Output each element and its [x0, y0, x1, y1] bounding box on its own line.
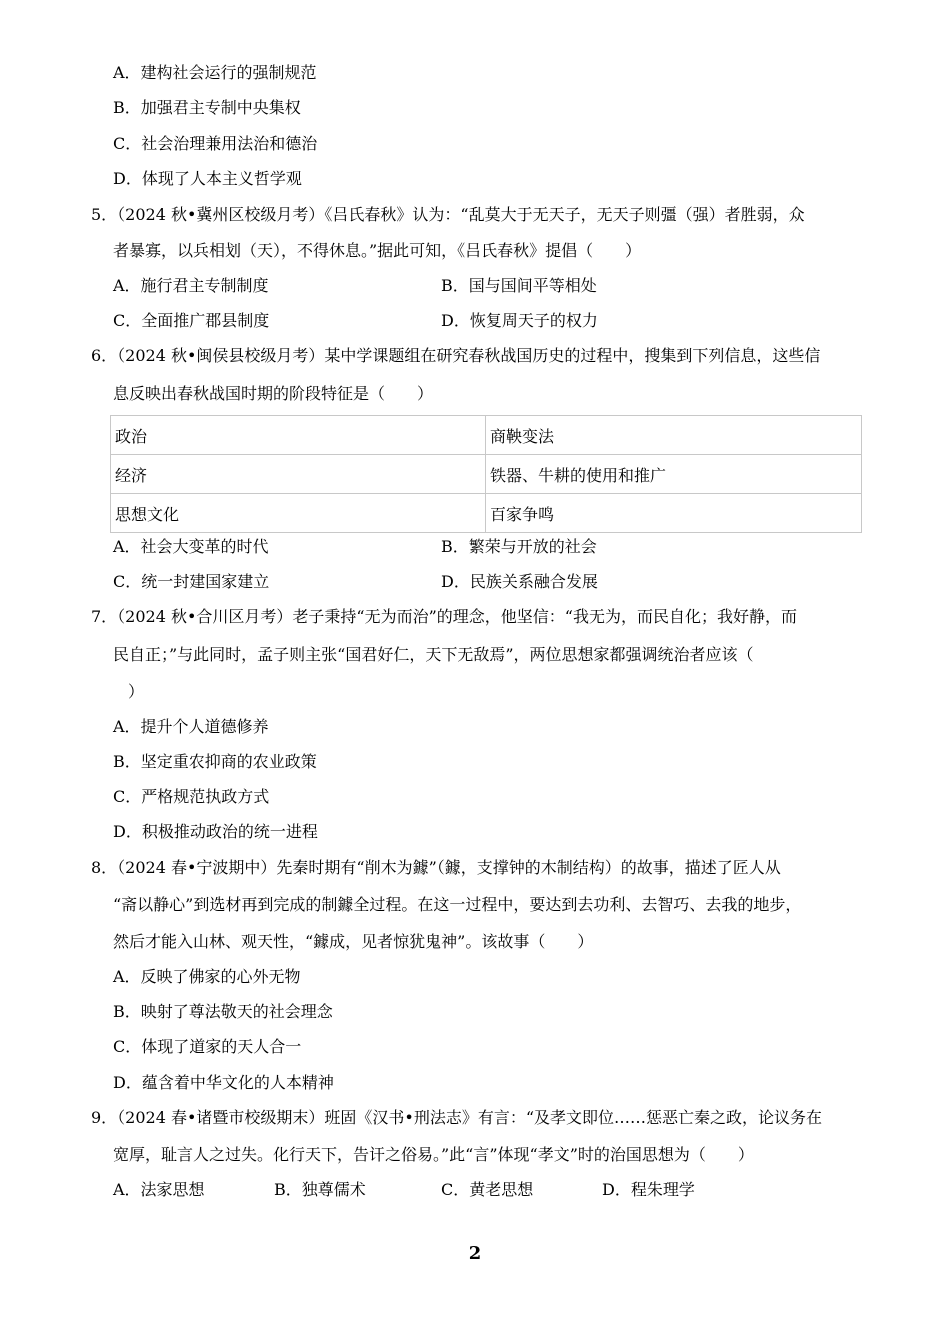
q7-stem-line-2: 民自正；”与此同时，孟子则主张“国君好仁，天下无敌焉”，两位思想家都强调统治者应该（	[113, 645, 754, 664]
q9-option-c: C．黄老思想	[441, 1180, 534, 1199]
q7-stem-line-3: ）	[128, 682, 145, 701]
q7-option-a: A．提升个人道德修养	[113, 717, 269, 736]
q9-option-b: B．独尊儒术	[274, 1180, 366, 1199]
q5-option-c: C．全面推广郡县制度	[113, 311, 270, 330]
q7-stem-line-1: 7．（2024 秋•合川区月考）老子秉持“无为而治”的理念，他坚信：“我无为，而民自化；我好静，而	[91, 607, 797, 626]
table-row	[111, 494, 862, 533]
q5-option-b: B．国与国间平等相处	[441, 276, 597, 295]
q8-stem-line-1: 8．（2024 春•宁波期中）先秦时期有“削木为鐻”（鐻，支撑钟的木制结构）的故事，描述了匠人从	[91, 858, 781, 877]
q7-option-b: B．坚定重农抑商的农业政策	[113, 752, 317, 771]
table-cell: 经济	[111, 455, 486, 494]
q5-option-a: A．施行君主专制制度	[113, 276, 269, 295]
q6-stem-line-1: 6．（2024 秋•闽侯县校级月考）某中学课题组在研究春秋战国历史的过程中，搜集到下列信息，这些信	[91, 346, 821, 365]
q8-stem-line-2: “斋以静心”到选材再到完成的制鐻全过程。在这一过程中，要达到去功利、去智巧、去我的地步，	[113, 895, 802, 914]
table-cell: 铁器、牛耕的使用和推广	[486, 455, 862, 494]
q6-option-c: C．统一封建国家建立	[113, 572, 270, 591]
table-cell: 政治	[111, 416, 486, 455]
q8-option-b: B．映射了尊法敬天的社会理念	[113, 1002, 333, 1021]
q6-info-table	[110, 415, 862, 533]
q6-option-b: B．繁荣与开放的社会	[441, 537, 597, 556]
q8-option-a: A．反映了佛家的心外无物	[113, 967, 301, 986]
q9-stem-line-1: 9．（2024 春•诸暨市校级期末）班固《汉书•刑法志》有言：“及孝文即位……惩恶亡秦之政，论议务在	[91, 1108, 823, 1127]
q9-option-d: D．程朱理学	[602, 1180, 695, 1199]
q4-option-c: C．社会治理兼用法治和德治	[113, 134, 318, 153]
q7-option-d: D．积极推动政治的统一进程	[113, 822, 318, 841]
q9-option-a: A．法家思想	[113, 1180, 205, 1199]
table-cell: 百家争鸣	[486, 494, 862, 533]
q5-stem-line-2: 者暴寡，以兵相划（天），不得休息。”据此可知，《吕氏春秋》提倡（ ）	[113, 241, 642, 260]
table-cell: 思想文化	[111, 494, 486, 533]
q4-option-b: B．加强君主专制中央集权	[113, 98, 301, 117]
q5-option-d: D．恢复周天子的权力	[441, 311, 598, 330]
q6-stem-line-2: 息反映出春秋战国时期的阶段特征是（ ）	[113, 384, 434, 403]
q4-option-a: A．建构社会运行的强制规范	[113, 63, 317, 82]
q4-option-d: D．体现了人本主义哲学观	[113, 169, 302, 188]
table-row	[111, 455, 862, 494]
q5-stem-line-1: 5．（2024 秋•冀州区校级月考）《吕氏春秋》认为：“乱莫大于无天子，无天子则彊（强）者胜弱，众	[91, 205, 805, 224]
table-row	[111, 416, 862, 455]
q8-option-d: D．蕴含着中华文化的人本精神	[113, 1073, 334, 1092]
q8-option-c: C．体现了道家的天人合一	[113, 1037, 302, 1056]
q6-option-d: D．民族关系融合发展	[441, 572, 598, 591]
page-number: 2	[468, 1243, 482, 1264]
q7-option-c: C．严格规范执政方式	[113, 787, 270, 806]
q6-option-a: A．社会大变革的时代	[113, 537, 269, 556]
q9-stem-line-2: 宽厚，耻言人之过失。化行天下，告讦之俗易。”此“言”体现“孝文”时的治国思想为（ ）	[113, 1145, 754, 1164]
table-cell: 商鞅变法	[486, 416, 862, 455]
q8-stem-line-3: 然后才能入山林、观天性，“鐻成，见者惊犹鬼神”。该故事（ ）	[113, 932, 594, 951]
